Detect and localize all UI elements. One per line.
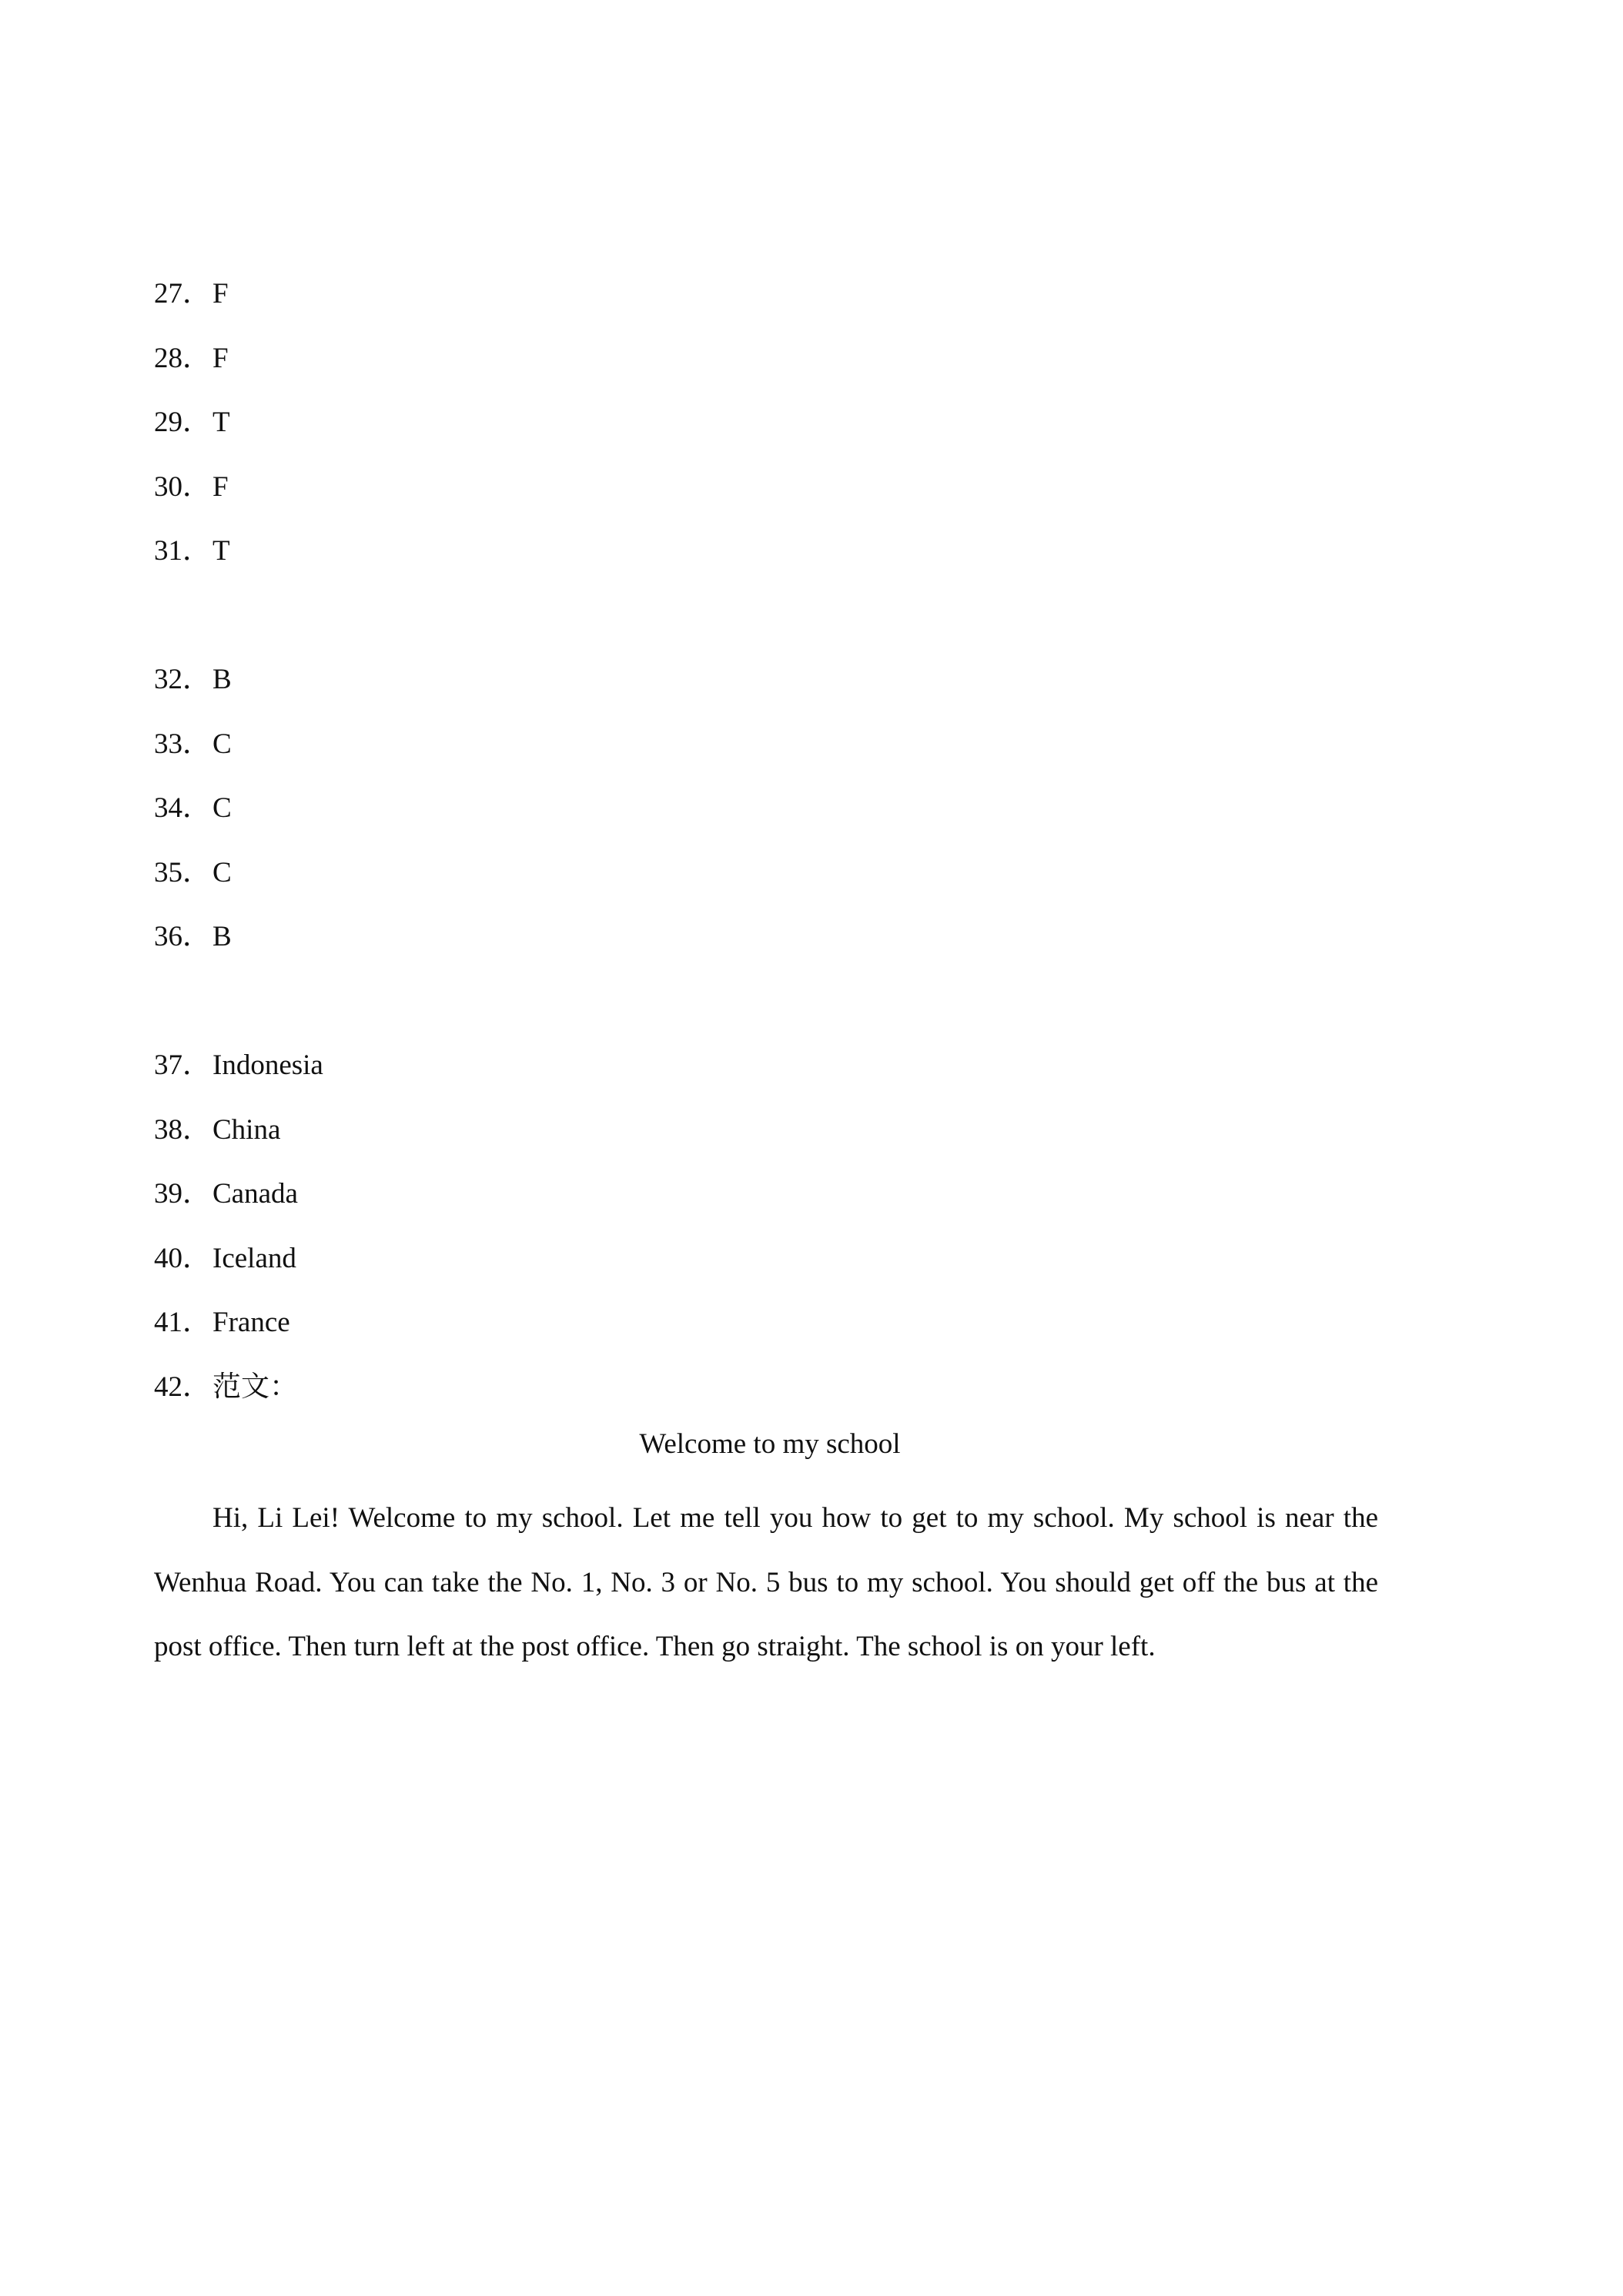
answer-number: 38．	[154, 1113, 211, 1146]
answer-value: France	[212, 1307, 290, 1338]
answer-item	[154, 1107, 1463, 1172]
answer-value: 范文：	[212, 1371, 298, 1403]
answer-number: 39．	[154, 1178, 211, 1210]
answer-number: 42．	[154, 1371, 211, 1403]
answer-item	[154, 721, 1463, 786]
answer-number: 41．	[154, 1307, 211, 1338]
answer-number: 40．	[154, 1242, 211, 1274]
answer-value: Canada	[212, 1178, 298, 1210]
answer-value: F	[212, 470, 229, 503]
answer-number: 37．	[154, 1049, 211, 1081]
answer-item	[154, 914, 1463, 979]
answer-value: C	[212, 792, 232, 824]
answer-value: B	[212, 921, 232, 952]
answer-value: China	[212, 1113, 281, 1146]
answer-number: 27．	[154, 278, 211, 310]
answer-item	[154, 1300, 1463, 1364]
answer-item	[154, 1043, 1463, 1107]
answer-number: 28．	[154, 342, 211, 374]
answer-value: F	[212, 278, 229, 310]
essay-body: Hi, Li Lei! Welcome to my school. Let me tell you how to get to my school. My school is near the Wenhua Road. You can take the No. 1, No. 3 or No. 5 bus to my school. You should get off the bus at the post office. Then turn left at the post office. Then go straight. The school is on your left.	[154, 1502, 1378, 1662]
answer-item	[154, 850, 1463, 915]
answer-item	[154, 1364, 1463, 1429]
answer-item	[154, 657, 1463, 721]
answer-list	[154, 271, 1463, 1428]
answer-number: 32．	[154, 664, 211, 695]
answer-item	[154, 336, 1463, 400]
answer-item	[154, 528, 1463, 593]
answer-number: 30．	[154, 470, 211, 503]
answer-value: T	[212, 535, 230, 567]
answer-number: 33．	[154, 728, 211, 760]
answer-value: F	[212, 342, 229, 374]
answer-item	[154, 1171, 1463, 1236]
answer-number: 35．	[154, 856, 211, 889]
answer-item	[154, 464, 1463, 529]
answer-value: T	[212, 407, 230, 438]
answer-value: C	[212, 856, 232, 889]
essay-title: Welcome to my school	[639, 1428, 901, 1460]
answer-item	[154, 271, 1463, 336]
answer-value: B	[212, 664, 232, 695]
answer-item	[154, 1236, 1463, 1300]
answer-number: 31．	[154, 535, 211, 567]
answer-number: 36．	[154, 921, 211, 952]
answer-number: 34．	[154, 792, 211, 824]
answer-value: Iceland	[212, 1242, 296, 1274]
answer-number: 29．	[154, 407, 211, 438]
answer-item	[154, 400, 1463, 464]
answer-item	[154, 785, 1463, 850]
answer-value: C	[212, 728, 232, 760]
answer-value: Indonesia	[212, 1049, 323, 1081]
